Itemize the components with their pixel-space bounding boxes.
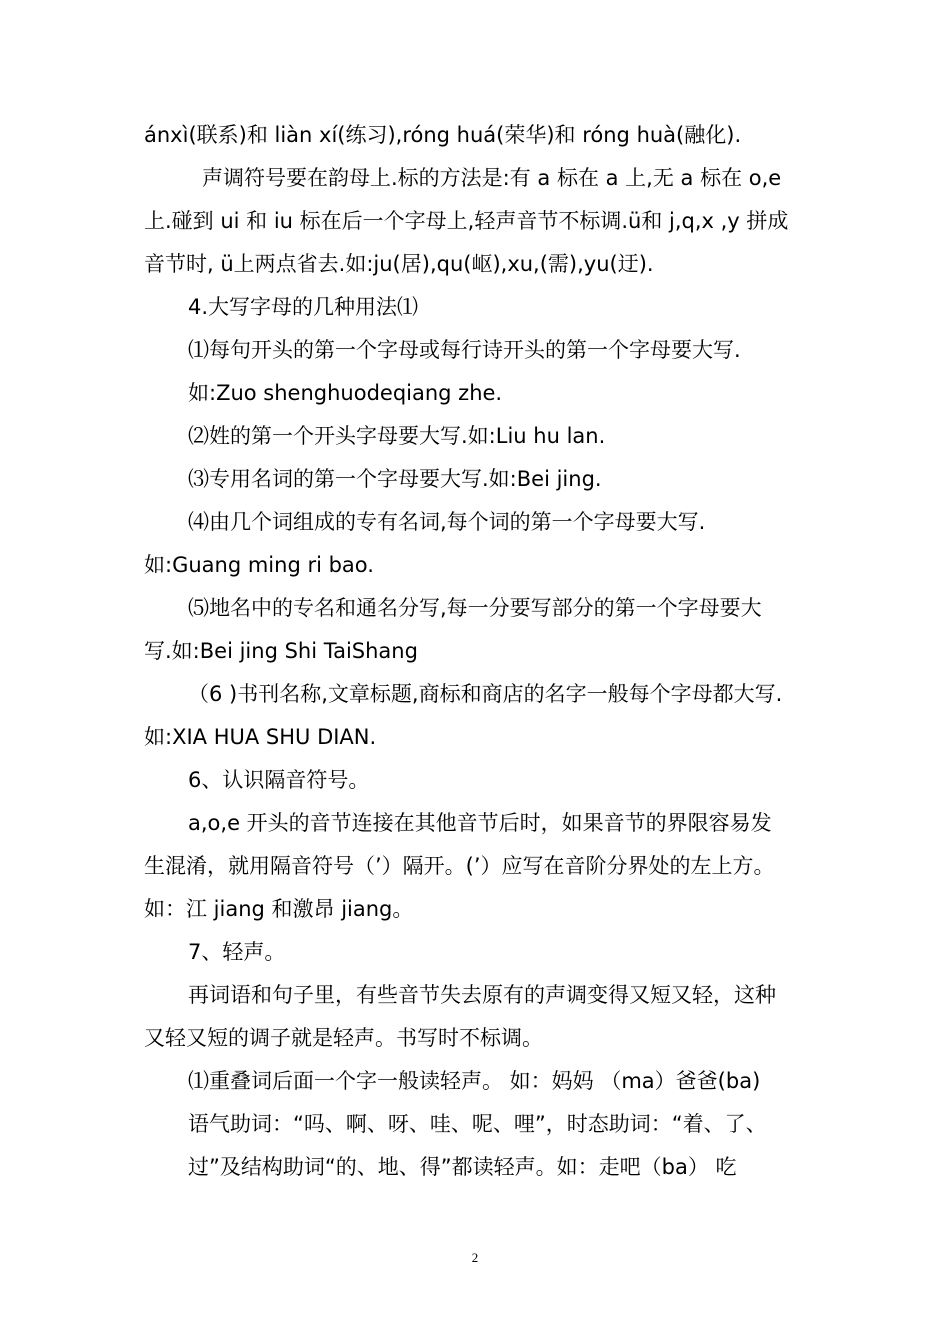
text-line: ⑶专用名词的第一个字母要大写.如:Bei jing. bbox=[188, 467, 602, 491]
text-line: 再词语和句子里，有些音节失去原有的声调变得又短又轻，这种 bbox=[188, 983, 776, 1007]
text-line: 上.碰到 ui 和 iu 标在后一个字母上,轻声音节不标调.ü和 j,q,x ,y 拼成 bbox=[144, 209, 789, 233]
text-line: 如:XIA HUA SHU DIAN. bbox=[144, 725, 377, 749]
text-line: 语气助词：“吗、啊、呀、哇、呢、哩”，时态助词：“着、了、 bbox=[188, 1112, 767, 1136]
text-line: 音节时, ü上两点省去.如:ju(居),qu(岖),xu,(需),yu(迂). bbox=[144, 252, 654, 276]
text-line: ánxì(联系)和 liàn xí(练习),róng huá(荣华)和 róng huà(融化). bbox=[144, 123, 742, 147]
text-line: 写.如:Bei jing Shi TaiShang bbox=[144, 639, 418, 663]
text-line: a,o,e 开头的音节连接在其他音节后时，如果音节的界限容易发 bbox=[188, 811, 772, 835]
text-line: 如：江 jiang 和激昂 jiang。 bbox=[144, 897, 414, 921]
text-line: 如:Guang ming ri bao. bbox=[144, 553, 374, 577]
text-line: ⑵姓的第一个开头字母要大写.如:Liu hu lan. bbox=[188, 424, 606, 448]
section-heading: 6、认识隔音符号。 bbox=[188, 768, 370, 792]
text-line: ⑴每句开头的第一个字母或每行诗开头的第一个字母要大写. bbox=[188, 338, 741, 362]
text-line: ⑴重叠词后面一个字一般读轻声。 如：妈妈 （ma）爸爸(ba) bbox=[188, 1069, 761, 1093]
text-line: 过”及结构助词“的、地、得”都读轻声。如：走吧（ba） 吃 bbox=[188, 1155, 737, 1179]
text-line: 如:Zuo shenghuodeqiang zhe. bbox=[188, 381, 503, 405]
text-line: 生混淆，就用隔音符号（’）隔开。(’）应写在音阶分界处的左上方。 bbox=[144, 854, 775, 878]
section-heading: 4.大写字母的几种用法⑴ bbox=[188, 295, 419, 319]
text-line: 声调符号要在韵母上.标的方法是:有 a 标在 a 上,无 a 标在 o,e bbox=[202, 166, 782, 190]
document-body bbox=[144, 114, 808, 1189]
text-line: ⑸地名中的专名和通名分写,每一分要写部分的第一个字母要大 bbox=[188, 596, 762, 620]
text-line: 又轻又短的调子就是轻声。书写时不标调。 bbox=[144, 1026, 543, 1050]
text-line: ⑷由几个词组成的专有名词,每个词的第一个字母要大写. bbox=[188, 510, 706, 534]
text-line: （6 )书刊名称,文章标题,商标和商店的名字一般每个字母都大写. bbox=[188, 682, 783, 706]
page-number: 2 bbox=[471, 1250, 479, 1265]
section-heading: 7、轻声。 bbox=[188, 940, 286, 964]
